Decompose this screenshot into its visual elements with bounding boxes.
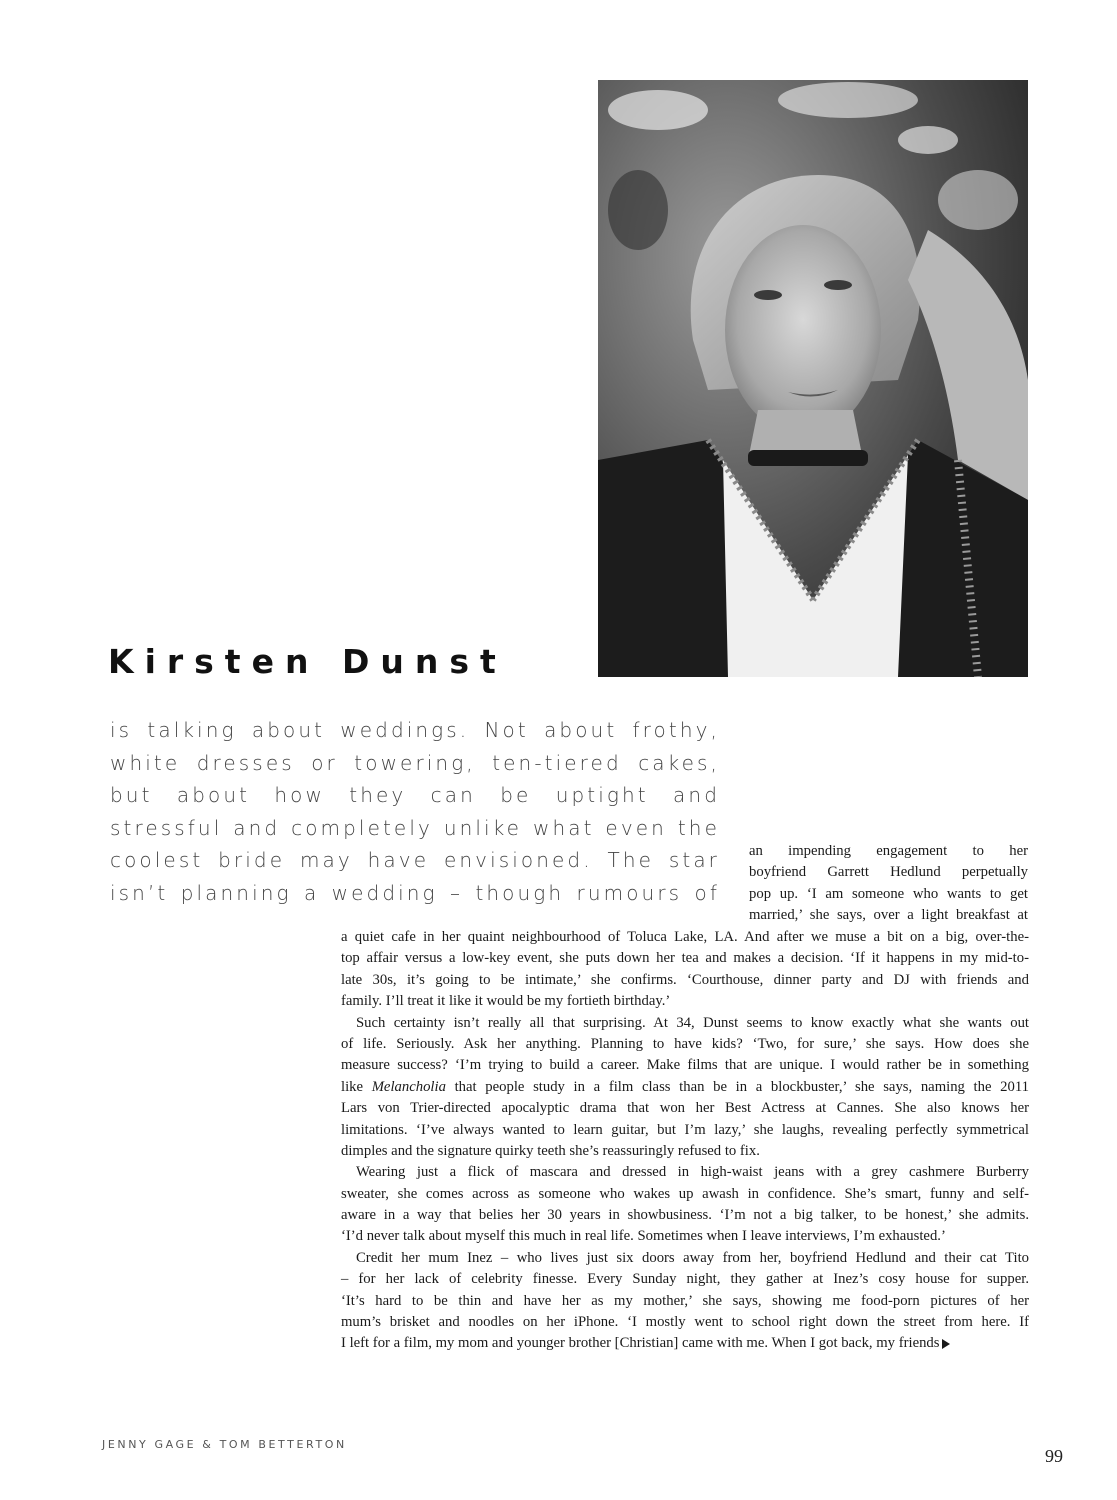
photo-credit: JENNY GAGE & TOM BETTERTON: [102, 1438, 347, 1451]
lede-line: coolest bride may have envisioned. The star: [110, 848, 720, 872]
body-line: boyfriend Garrett Hedlund perpetually: [749, 864, 1028, 881]
article-title: Kirsten Dunst: [108, 642, 507, 681]
lede-line: white dresses or towering, ten-tiered cakes,: [110, 750, 720, 775]
body-line: [341, 1333, 1029, 1354]
body-line: family. I’ll treat it like it would be my fortieth birthday.’: [341, 993, 671, 1010]
body-line: an impending engagement to her: [749, 843, 1028, 859]
body-line: Lars von Trier-directed apocalyptic drama that won her Best Actress at Cannes. She also knows her: [341, 1100, 1029, 1117]
portrait-image: [598, 80, 1028, 677]
body-line: [341, 1077, 1029, 1098]
lede-line: stressful and completely unlike what even the: [110, 815, 720, 840]
lede-line: is talking about weddings. Not about frothy,: [110, 718, 720, 742]
body-line: top affair versus a low-key event, she puts down her tea and makes a decision. ‘If it happens in my mid-to-: [341, 950, 1029, 967]
body-line: sweater, she comes across as someone who wakes up awash in confidence. She’s smart, funny and self-: [341, 1185, 1029, 1202]
body-line: dimples and the signature quirky teeth she’s reassuringly refused to fix.: [341, 1142, 760, 1159]
film-title: Melancholia: [371, 1078, 446, 1095]
lede-line: but about how they can be uptight and: [110, 783, 720, 807]
lede-line: isn’t planning a wedding – though rumours of: [110, 880, 720, 905]
body-line: measure success? ‘I’m trying to build a career. Make films that are unique. I would rather be in something: [341, 1057, 1029, 1074]
body-line: limitations. ‘I’ve always wanted to learn guitar, but I’m lazy,’ she laughs, revealing perfectly symmetrical: [341, 1121, 1029, 1138]
portrait-photo: [598, 80, 1028, 677]
body-line: – for her lack of celebrity finesse. Every Sunday night, they gather at Inez’s cosy house for supper.: [341, 1271, 1029, 1288]
page-number: 99: [1045, 1446, 1063, 1466]
body-line: Such certainty isn’t really all that surprising. At 34, Dunst seems to know exactly what she wants out: [356, 1014, 1029, 1031]
continue-arrow-icon: [942, 1339, 950, 1349]
body-text: that people study in a film class than be in a blockbuster,’ she says, naming the 2011: [445, 1078, 1029, 1095]
body-text: I left for a film, my mom and younger brother [Christian] came with me. When I got back, my friends: [341, 1335, 940, 1352]
body-line: Credit her mum Inez – who lives just six doors away from her, boyfriend Hedlund and their cat Tito: [356, 1249, 1029, 1266]
body-line: Wearing just a flick of mascara and dressed in high-waist jeans with a grey cashmere Burberry: [356, 1164, 1029, 1181]
body-line: ‘It’s hard to be thin and have her as my mother,’ she says, showing me food-porn pictures of her: [341, 1292, 1029, 1309]
body-line: a quiet cafe in her quaint neighbourhood of Toluca Lake, LA. And after we muse a bit on a big, over-the-: [341, 929, 1029, 945]
lede-paragraph: [110, 714, 720, 909]
body-line: of life. Seriously. Ask her anything. Planning to have kids? ‘Two, for sure,’ she says. How does she: [341, 1035, 1029, 1052]
body-line: aware in a way that belies her 30 years in showbusiness. ‘I’m not a big talker, to be honest,’ she admits.: [341, 1207, 1029, 1224]
body-line: mum’s brisket and noodles on her iPhone. ‘I mostly went to school right down the street from here. If: [341, 1314, 1029, 1331]
body-line: ‘I’d never talk about myself this much in real life. Sometimes when I leave interviews, I’m exhausted.’: [341, 1228, 946, 1245]
body-line: pop up. ‘I am someone who wants to get: [749, 885, 1028, 902]
body-text: like: [341, 1078, 372, 1095]
body-column-main: [341, 927, 1029, 1355]
body-line: married,’ she says, over a light breakfast at: [749, 907, 1028, 924]
body-line: late 30s, it’s going to be intimate,’ she confirms. ‘Courthouse, dinner party and DJ with friends and: [341, 971, 1029, 988]
body-column-top: [749, 841, 1028, 927]
